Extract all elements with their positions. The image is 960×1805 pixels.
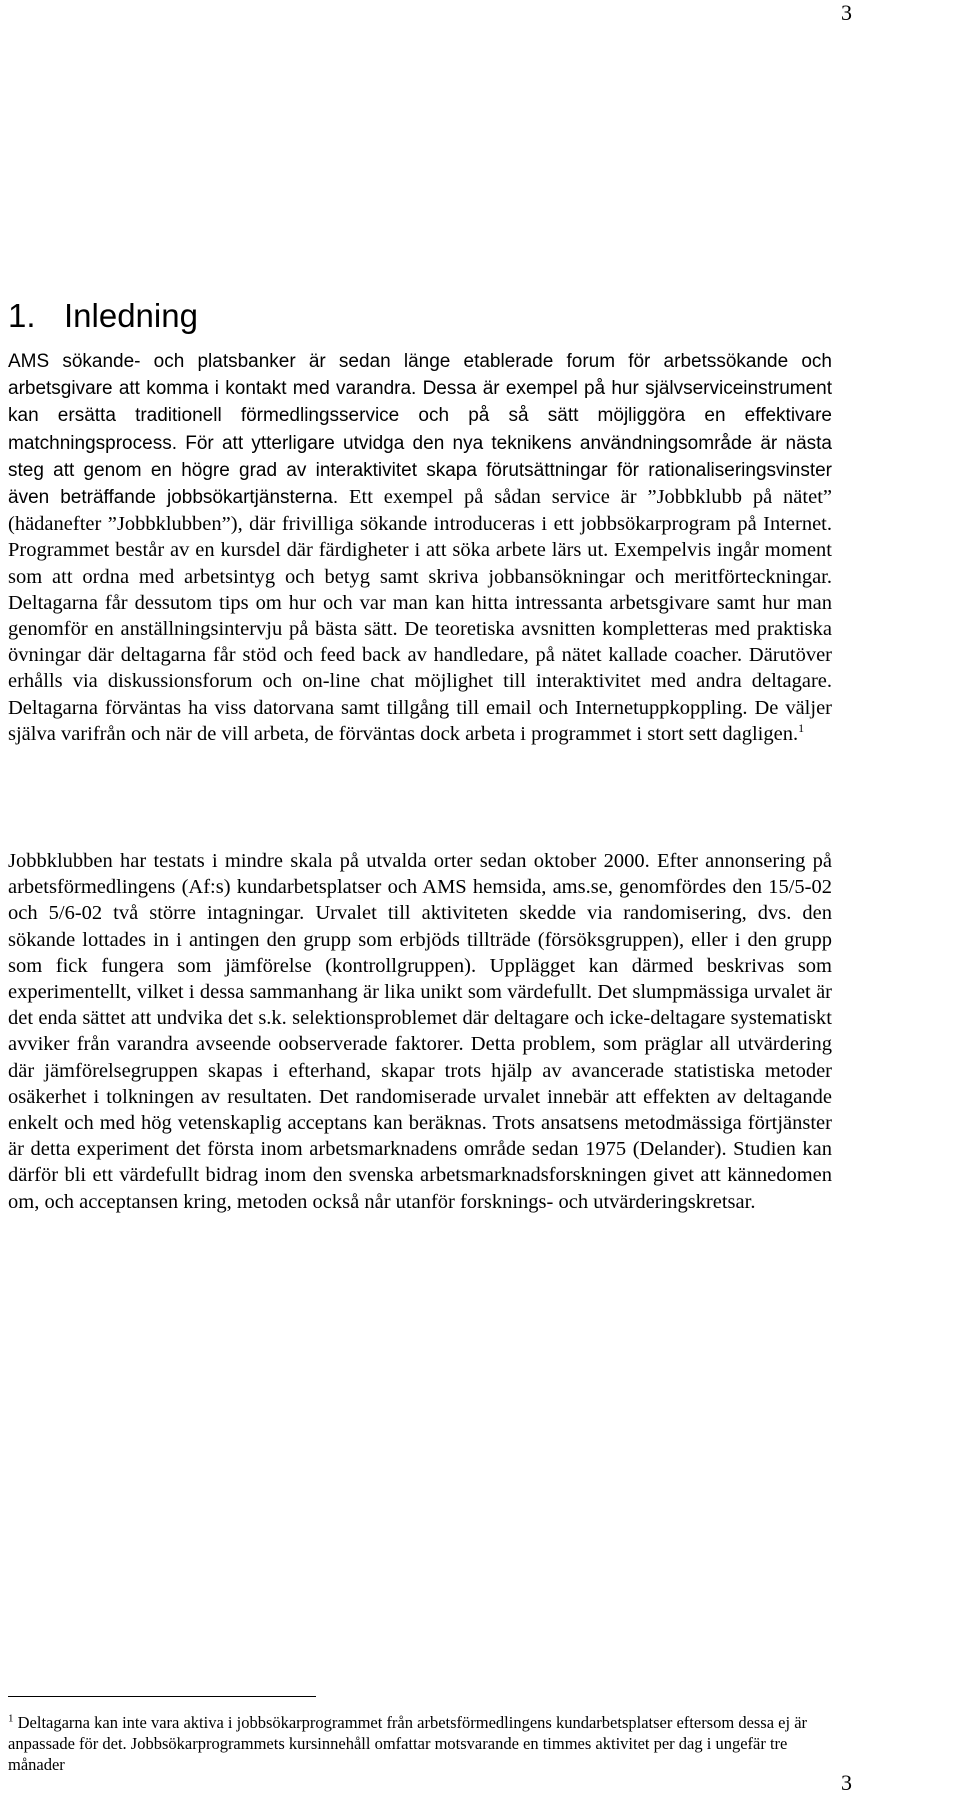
footnote-marker: 1 — [8, 1712, 14, 1725]
footnote-reference[interactable]: 1 — [798, 721, 805, 736]
section-title: Inledning — [64, 297, 198, 334]
footnote-text: Deltagarna kan inte vara aktiva i jobbsökarprogrammet från arbetsförmedlingens kundarbetsplatser eftersom dessa ej är anpassade för det. Jobbsökarprogrammets kursinnehåll omfattar motsvarande en timmes aktivitet per dag i ungefär tre månader — [8, 1713, 808, 1774]
paragraph-1-sans-run: AMS sökande- och platsbanker är sedan länge etablerade forum för arbetssökande och arbetsgivare att komma i kontakt med varandra. Dessa är exempel på hur självserviceinstrument kan ersätta traditionell förmedlingsservice och på så sätt möjliggöra en effektivare matchningsprocess. För att ytterligare utvidga den nya teknikens användningsområde är nästa steg att genom en högre grad av interaktivitet skapa förutsättningar för rationaliseringsvinster även beträffande jobbsökartjänsterna. — [8, 351, 832, 509]
paragraph-2: Jobbklubben har testats i mindre skala på utvalda orter sedan oktober 2000. Efter annonsering på arbetsförmedlingens (Af:s) kundarbetsplatser och AMS hemsida, ams.se, genomfördes den 15/5-02 och 5/6-02 två större intagningar. Urvalet till aktiviteten skedde via randomisering, dvs. den sökande lottades in i antingen den grupp som erbjöds tillträde (försöksgruppen), eller i den grupp som fick fungera som jämförelse (kontrollgruppen). Upplägget kan därmed beskrivas som experimentellt, vilket i dessa sammanhang är lika unikt som värdefullt. Det slumpmässiga urvalet är det enda sättet att undvika det s.k. selektionsproblemet där deltagare och icke-deltagare systematiskt avviker från varandra avseende oobserverade faktorer. Detta problem, som präglar all utvärdering där jämförelsegruppen skapas i efterhand, skapar trots hjälp av avancerade statistiska metoder osäkerhet i tolkningen av resultaten. Det randomiserade urvalet innebär att effekten av deltagande enkelt och med hög vetenskaplig acceptans kan beräknas. Trots ansatsens metodmässiga förtjänster är detta experiment det första inom arbetsmarknadens område sedan 1975 (Delander). Studien kan därför bli ett värdefullt bidrag inom den svenska arbetsmarknadsforskningen givet att kännedomen om, och acceptansen kring, metoden också når utanför forsknings- och utvärderingskretsar. — [8, 850, 832, 1213]
section-number: 1. — [8, 297, 36, 334]
page-number-top: 3 — [841, 0, 852, 25]
page-number-bottom: 3 — [841, 1770, 852, 1795]
footnote — [8, 1712, 808, 1775]
paragraph-1-serif-run: Ett exempel på sådan service är ”Jobbklubb på nätet” (hädanefter ”Jobbklubben”), där frivilliga sökande introduceras i ett jobbsökarprogram på Internet. Programmet består av en kursdel där färdigheter i att söka arbete lärs ut. Exempelvis ingår moment som att ordna med arbetsintyg och betyg samt skriva jobbansökningar och meritförteckningar. Deltagarna får dessutom tips om hur och var man kan hitta intressanta arbetsgivare samt hur man genomför en anställningsintervju på bästa sätt. De teoretiska avsnitten kompletteras med praktiska övningar där deltagarna får stöd och feed back av handledare, på nätet kallade coacher. Därutöver erhålls via diskussionsforum och on-line chat möjlighet till interaktivitet med andra deltagare. Deltagarna förväntas ha viss datorvana samt tillgång till email och Internetuppkoppling. De väljer själva varifrån och när de vill arbeta, de förväntas dock arbeta i programmet i stort sett dagligen. — [8, 486, 832, 745]
paragraph-1 — [8, 348, 832, 747]
footnote-divider — [8, 1696, 316, 1697]
section-heading — [8, 296, 198, 336]
